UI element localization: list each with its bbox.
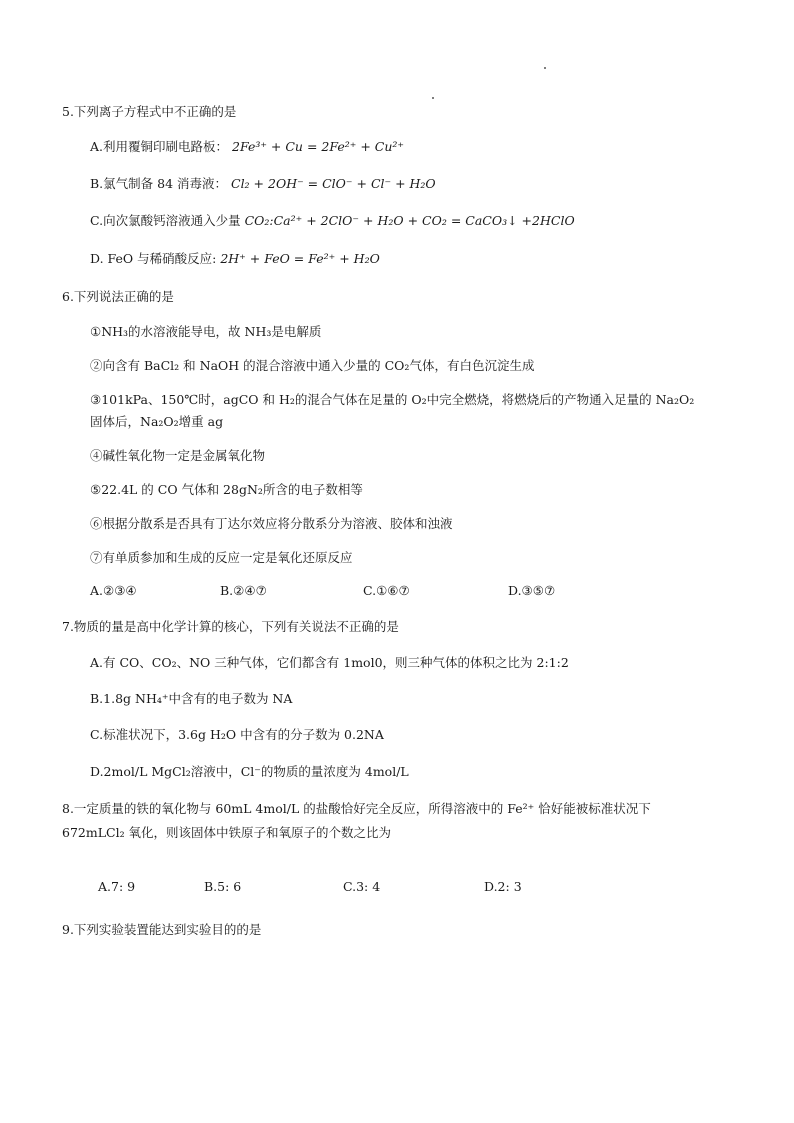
q8-stem-cont: 672mLCl₂ 氧化，则该固体中铁原子和氧原子的个数之比为 xyxy=(62,825,392,840)
q5-option-a-label: A.利用覆铜印刷电路板： xyxy=(90,139,229,154)
q6-option-c: C.①⑥⑦ xyxy=(363,583,410,598)
q6-option-d: D.③⑤⑦ xyxy=(508,583,556,598)
q5-option-a-equation: 2Fe³⁺ + Cu = 2Fe²⁺ + Cu²⁺ xyxy=(232,139,404,154)
q6-statement-4: ④碱性氧化物一定是金属氧化物 xyxy=(90,448,266,463)
q8-option-c: C.3: 4 xyxy=(343,879,381,894)
q5-option-c xyxy=(90,212,764,230)
q8-option-a: A.7: 9 xyxy=(98,879,136,894)
q6-option-b: B.②④⑦ xyxy=(220,583,267,598)
q5-option-d-label: D. FeO 与稀硝酸反应: xyxy=(90,251,217,266)
q6-statement-7: ⑦有单质参加和生成的反应一定是氧化还原反应 xyxy=(90,550,353,565)
q5-stem: 5.下列离子方程式中不正确的是 xyxy=(62,104,237,119)
q8-option-d: D.2: 3 xyxy=(484,879,522,894)
q7-stem: 7.物质的量是高中化学计算的核心，下列有关说法不正确的是 xyxy=(62,619,399,634)
q6-statement-2: ②向含有 BaCl₂ 和 NaOH 的混合溶液中通入少量的 CO₂气体，有白色沉淀生成 xyxy=(90,358,535,373)
q5-option-d xyxy=(90,250,764,268)
scan-speck xyxy=(544,67,546,69)
q6-statement-3: ③101kPa、150℃时，agCO 和 H₂的混合气体在足量的 O₂中完全燃烧，将燃烧后的产物通入足量的 Na₂O₂ xyxy=(90,392,695,407)
q5-option-b-label: B.氯气制备 84 消毒液： xyxy=(90,176,228,191)
q8-stem: 8.一定质量的铁的氧化物与 60mL 4mol/L 的盐酸恰好完全反应，所得溶液中的 Fe²⁺ 恰好能被标准状况下 xyxy=(62,801,651,816)
q5-option-d-equation: 2H⁺ + FeO = Fe²⁺ + H₂O xyxy=(220,251,380,266)
q8-option-b: B.5: 6 xyxy=(204,879,242,894)
q6-stem: 6.下列说法正确的是 xyxy=(62,289,174,304)
q5-option-b-equation: Cl₂ + 2OH⁻ = ClO⁻ + Cl⁻ + H₂O xyxy=(231,176,436,191)
q6-statement-6: ⑥根据分散系是否具有丁达尔效应将分散系分为溶液、胶体和浊液 xyxy=(90,516,453,531)
q5-option-c-equation: CO₂:Ca²⁺ + 2ClO⁻ + H₂O + CO₂ = CaCO₃↓ +2HClO xyxy=(244,213,575,228)
scan-speck xyxy=(432,97,434,99)
q7-option-a: A.有 CO、CO₂、NO 三种气体，它们都含有 1mol0，则三种气体的体积之比为 2:1:2 xyxy=(90,655,569,670)
q7-option-c: C.标准状况下，3.6g H₂O 中含有的分子数为 0.2NA xyxy=(90,727,384,742)
q6-statement-5: ⑤22.4L 的 CO 气体和 28gN₂所含的电子数相等 xyxy=(90,482,363,497)
q6-statement-1: ①NH₃的水溶液能导电，故 NH₃是电解质 xyxy=(90,324,322,339)
q5-option-a xyxy=(90,138,764,156)
q7-option-d: D.2mol/L MgCl₂溶液中，Cl⁻的物质的量浓度为 4mol/L xyxy=(90,764,409,779)
q7-option-b: B.1.8g NH₄⁺中含有的电子数为 NA xyxy=(90,691,293,706)
q6-option-a: A.②③④ xyxy=(90,583,137,598)
q6-statement-3-cont: 固体后，Na₂O₂增重 ag xyxy=(90,414,224,429)
q5-option-b xyxy=(90,175,764,193)
q5-option-c-label: C.向次氯酸钙溶液通入少量 xyxy=(90,213,241,228)
q9-stem: 9.下列实验装置能达到实验目的的是 xyxy=(62,922,262,937)
